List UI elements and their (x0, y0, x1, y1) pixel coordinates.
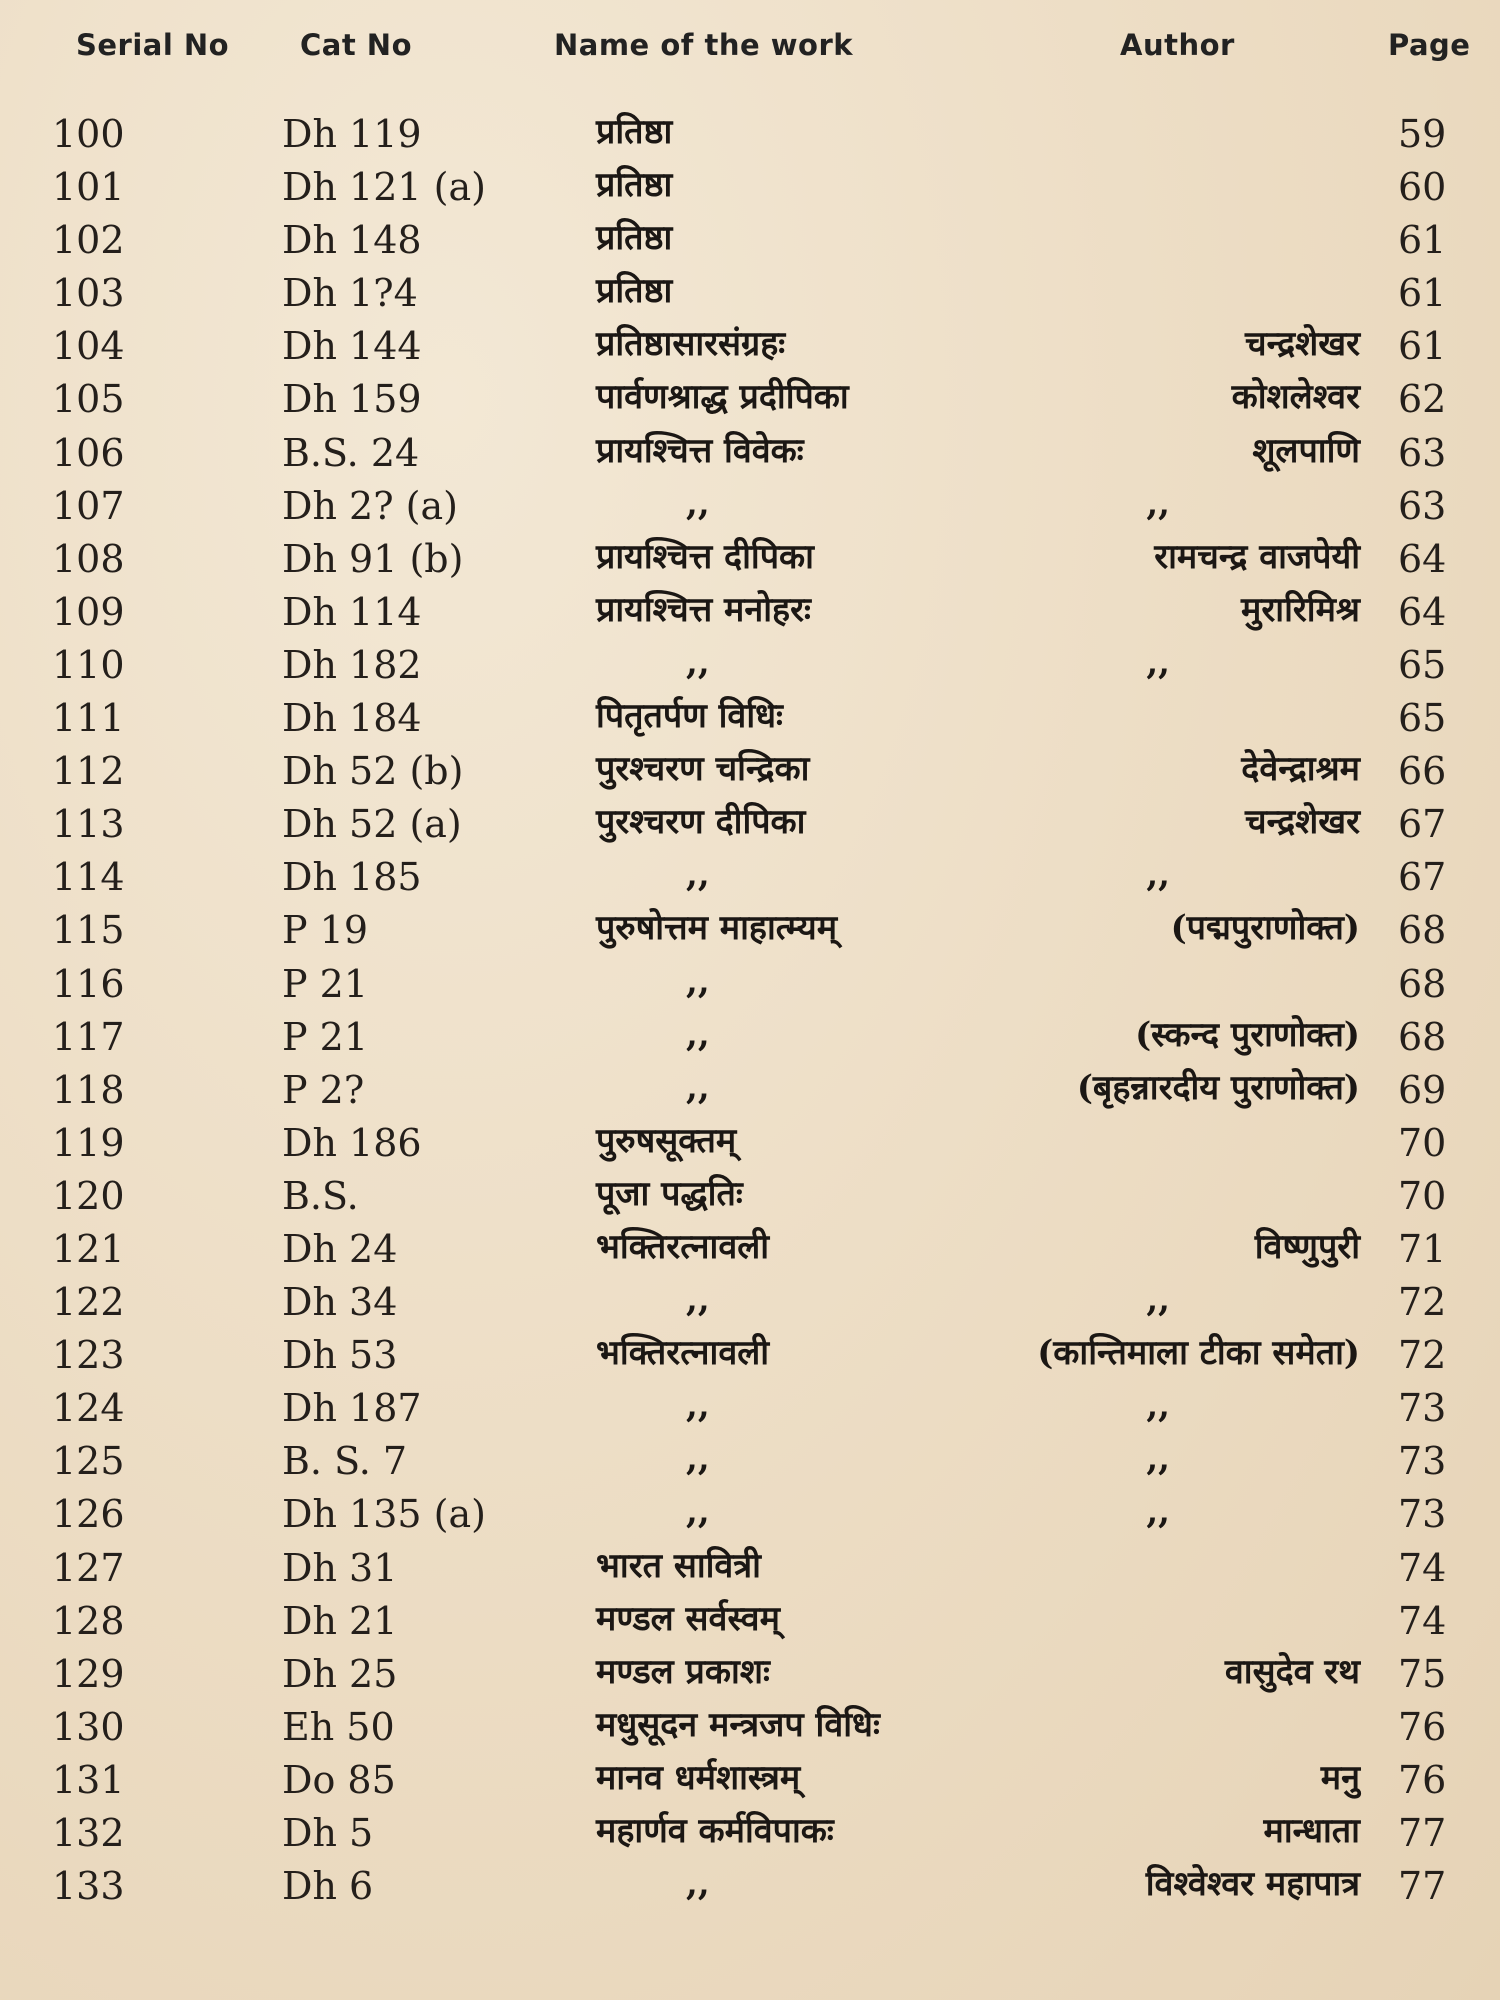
table-row (0, 1280, 1500, 1333)
table-row (0, 165, 1500, 218)
page-cell: 64 (1398, 589, 1447, 634)
serial-no-cell: 121 (52, 1226, 125, 1271)
cat-no-cell: Dh 159 (282, 377, 422, 422)
serial-no-cell: 101 (52, 165, 125, 210)
author-cell: रामचन्द्र वाजपेयी (1154, 536, 1360, 577)
work-name-cell: ,, (686, 1492, 710, 1533)
table-row (0, 1652, 1500, 1705)
page-cell: 70 (1398, 1120, 1447, 1165)
cat-no-cell: Dh 182 (282, 642, 422, 687)
serial-no-cell: 128 (52, 1598, 125, 1643)
page-cell: 72 (1398, 1280, 1447, 1325)
page-cell: 67 (1398, 855, 1447, 900)
page-cell: 65 (1398, 696, 1447, 741)
page-cell: 73 (1398, 1492, 1447, 1537)
cat-no-cell: Dh 186 (282, 1120, 422, 1165)
page-cell: 63 (1398, 430, 1447, 475)
author-cell: मुरारिमिश्र (1241, 589, 1360, 630)
table-row (0, 1386, 1500, 1439)
cat-no-cell: B.S. (282, 1173, 359, 1218)
page-cell: 74 (1398, 1545, 1447, 1590)
serial-no-cell: 113 (52, 802, 125, 847)
cat-no-cell: Dh 31 (282, 1545, 398, 1590)
table-row (0, 749, 1500, 802)
work-name-cell: ,, (686, 1439, 710, 1480)
page-cell: 62 (1398, 377, 1447, 422)
table-row (0, 1068, 1500, 1121)
cat-no-cell: Dh 1?4 (282, 271, 418, 316)
cat-no-cell: Eh 50 (282, 1704, 395, 1749)
cat-no-cell: Dh 114 (282, 589, 422, 634)
cat-no-cell: Dh 187 (282, 1386, 422, 1431)
serial-no-cell: 118 (52, 1067, 125, 1112)
work-name-cell: भारत सावित्री (596, 1545, 761, 1586)
page-cell: 68 (1398, 1014, 1447, 1059)
table-row (0, 1705, 1500, 1758)
table-row (0, 1492, 1500, 1545)
work-name-cell: प्रतिष्ठासारसंग्रहः (596, 324, 786, 365)
catalogue-rows (0, 112, 1500, 1917)
serial-no-cell: 120 (52, 1173, 125, 1218)
serial-no-cell: 102 (52, 218, 125, 263)
cat-no-cell: Dh 6 (282, 1864, 374, 1909)
work-name-cell: प्रतिष्ठा (596, 112, 673, 152)
cat-no-cell: P 2? (282, 1067, 365, 1112)
author-cell: विश्वेश्वर महापात्र (1145, 1864, 1360, 1905)
page-cell: 73 (1398, 1386, 1447, 1431)
table-row (0, 377, 1500, 430)
page-cell: 67 (1398, 802, 1447, 847)
table-row (0, 271, 1500, 324)
table-row (0, 484, 1500, 537)
serial-no-cell: 104 (52, 324, 125, 369)
header-page: Page (1388, 28, 1471, 62)
author-cell: ,, (1146, 483, 1170, 524)
table-row (0, 431, 1500, 484)
page-cell: 68 (1398, 961, 1447, 1006)
table-row (0, 1333, 1500, 1386)
work-name-cell: प्रतिष्ठा (596, 271, 673, 312)
cat-no-cell: Dh 185 (282, 855, 422, 900)
table-row (0, 855, 1500, 908)
page-cell: 72 (1398, 1333, 1447, 1378)
work-name-cell: ,, (686, 1067, 710, 1108)
work-name-cell: प्रायश्चित्त दीपिका (596, 536, 814, 577)
work-name-cell: मानव धर्मशास्त्रम् (596, 1757, 801, 1798)
work-name-cell: भक्तिरत्नावली (596, 1226, 770, 1267)
serial-no-cell: 100 (52, 112, 125, 156)
table-row (0, 696, 1500, 749)
author-cell: ,, (1146, 1492, 1170, 1533)
author-cell: चन्द्रशेखर (1245, 324, 1360, 365)
work-name-cell: ,, (686, 1864, 710, 1905)
work-name-cell: पुरश्चरण दीपिका (596, 802, 806, 843)
work-name-cell: पार्वणश्राद्ध प्रदीपिका (596, 377, 849, 418)
serial-no-cell: 106 (52, 430, 125, 475)
author-cell: ,, (1146, 1386, 1170, 1427)
table-row (0, 537, 1500, 590)
serial-no-cell: 109 (52, 589, 125, 634)
cat-no-cell: Dh 144 (282, 324, 422, 369)
serial-no-cell: 132 (52, 1811, 125, 1855)
cat-no-cell: Dh 2? (a) (282, 483, 458, 528)
author-cell: (कान्तिमाला टीका समेता) (1037, 1333, 1360, 1374)
author-cell: विष्णुपुरी (1254, 1226, 1360, 1267)
page-cell: 75 (1398, 1651, 1447, 1696)
cat-no-cell: Dh 53 (282, 1333, 398, 1378)
table-row (0, 1546, 1500, 1599)
work-name-cell: प्रतिष्ठा (596, 165, 673, 206)
serial-no-cell: 123 (52, 1333, 125, 1378)
table-row (0, 218, 1500, 271)
page-cell: 74 (1398, 1598, 1447, 1643)
page-cell: 76 (1398, 1704, 1447, 1749)
table-row (0, 324, 1500, 377)
author-cell: ,, (1146, 1439, 1170, 1480)
work-name-cell: ,, (686, 961, 710, 1002)
cat-no-cell: Dh 121 (a) (282, 165, 486, 210)
work-name-cell: प्रायश्चित्त मनोहरः (596, 589, 811, 630)
header-serial-no: Serial No (76, 28, 230, 62)
table-row (0, 1227, 1500, 1280)
serial-no-cell: 124 (52, 1386, 125, 1431)
cat-no-cell: Dh 52 (a) (282, 802, 462, 847)
header-cat-no: Cat No (300, 28, 413, 62)
work-name-cell: मण्डल प्रकाशः (596, 1651, 770, 1692)
table-row (0, 908, 1500, 961)
serial-no-cell: 111 (52, 696, 125, 741)
serial-no-cell: 122 (52, 1280, 125, 1325)
header-name-of-work: Name of the work (554, 28, 854, 62)
table-row (0, 1758, 1500, 1811)
cat-no-cell: Dh 52 (b) (282, 749, 464, 794)
serial-no-cell: 126 (52, 1492, 125, 1537)
author-cell: ,, (1146, 642, 1170, 683)
work-name-cell: ,, (686, 1386, 710, 1427)
serial-no-cell: 103 (52, 271, 125, 316)
cat-no-cell: Dh 148 (282, 218, 422, 263)
table-row (0, 962, 1500, 1015)
author-cell: शूलपाणि (1252, 430, 1360, 471)
work-name-cell: प्रायश्चित्त विवेकः (596, 430, 804, 471)
work-name-cell: ,, (686, 483, 710, 524)
cat-no-cell: Dh 34 (282, 1280, 398, 1325)
work-name-cell: पुरश्चरण चन्द्रिका (596, 749, 810, 790)
cat-no-cell: P 21 (282, 1014, 369, 1059)
cat-no-cell: Dh 25 (282, 1651, 398, 1696)
page-cell: 76 (1398, 1757, 1447, 1802)
cat-no-cell: P 19 (282, 908, 369, 953)
serial-no-cell: 115 (52, 908, 125, 953)
serial-no-cell: 130 (52, 1704, 125, 1749)
work-name-cell: प्रतिष्ठा (596, 218, 673, 259)
table-row (0, 1174, 1500, 1227)
work-name-cell: पुरुषसूक्तम् (596, 1120, 737, 1161)
author-cell: (स्कन्द पुराणोक्त) (1135, 1014, 1360, 1055)
work-name-cell: ,, (686, 855, 710, 896)
page-cell: 69 (1398, 1067, 1447, 1112)
serial-no-cell: 131 (52, 1757, 125, 1802)
table-row (0, 112, 1500, 165)
work-name-cell: ,, (686, 642, 710, 683)
work-name-cell: पुरुषोत्तम माहात्म्यम् (596, 908, 838, 949)
work-name-cell: महार्णव कर्मविपाकः (596, 1811, 834, 1851)
cat-no-cell: Do 85 (282, 1757, 396, 1802)
author-cell: (बृहन्नारदीय पुराणोक्त) (1076, 1067, 1360, 1108)
table-row (0, 1599, 1500, 1652)
author-cell: मनु (1320, 1757, 1360, 1798)
header-author: Author (1120, 28, 1235, 62)
author-cell: देवेन्द्राश्रम (1241, 749, 1360, 790)
table-row (0, 1439, 1500, 1492)
author-cell: कोशलेश्वर (1231, 377, 1360, 418)
work-name-cell: पितृतर्पण विधिः (596, 696, 783, 737)
author-cell: ,, (1146, 855, 1170, 896)
cat-no-cell: B. S. 7 (282, 1439, 408, 1484)
cat-no-cell: Dh 21 (282, 1598, 398, 1643)
serial-no-cell: 114 (52, 855, 125, 900)
work-name-cell: ,, (686, 1014, 710, 1055)
serial-no-cell: 107 (52, 483, 125, 528)
page-cell: 73 (1398, 1439, 1447, 1484)
serial-no-cell: 119 (52, 1120, 125, 1165)
work-name-cell: ,, (686, 1280, 710, 1321)
page-cell: 61 (1398, 271, 1447, 316)
cat-no-cell: P 21 (282, 961, 369, 1006)
page-cell: 61 (1398, 218, 1447, 263)
work-name-cell: मण्डल सर्वस्वम् (596, 1598, 780, 1639)
author-cell: (पद्मपुराणोक्त) (1170, 908, 1360, 949)
page-cell: 61 (1398, 324, 1447, 369)
page-cell: 64 (1398, 536, 1447, 581)
table-row (0, 643, 1500, 696)
page-cell: 59 (1398, 112, 1447, 156)
table-header (0, 28, 1500, 78)
serial-no-cell: 108 (52, 536, 125, 581)
table-row (0, 1121, 1500, 1174)
page-cell: 70 (1398, 1173, 1447, 1218)
page-cell: 68 (1398, 908, 1447, 953)
serial-no-cell: 117 (52, 1014, 125, 1059)
serial-no-cell: 129 (52, 1651, 125, 1696)
cat-no-cell: Dh 5 (282, 1811, 374, 1855)
serial-no-cell: 125 (52, 1439, 125, 1484)
serial-no-cell: 116 (52, 961, 125, 1006)
work-name-cell: मधुसूदन मन्त्रजप विधिः (596, 1704, 880, 1745)
page-cell: 63 (1398, 483, 1447, 528)
page-cell: 60 (1398, 165, 1447, 210)
cat-no-cell: Dh 135 (a) (282, 1492, 486, 1537)
work-name-cell: भक्तिरत्नावली (596, 1333, 770, 1374)
cat-no-cell: Dh 24 (282, 1226, 398, 1271)
table-row (0, 802, 1500, 855)
serial-no-cell: 112 (52, 749, 125, 794)
page-cell: 77 (1398, 1864, 1447, 1909)
author-cell: चन्द्रशेखर (1245, 802, 1360, 843)
page-cell: 77 (1398, 1811, 1447, 1855)
cat-no-cell: Dh 184 (282, 696, 422, 741)
table-row (0, 1864, 1500, 1917)
page-cell: 71 (1398, 1226, 1447, 1271)
author-cell: मान्धाता (1263, 1811, 1360, 1851)
work-name-cell: पूजा पद्धतिः (596, 1173, 743, 1214)
serial-no-cell: 110 (52, 642, 125, 687)
page-cell: 66 (1398, 749, 1447, 794)
table-row (0, 1811, 1500, 1864)
cat-no-cell: Dh 119 (282, 112, 422, 156)
table-row (0, 1015, 1500, 1068)
serial-no-cell: 133 (52, 1864, 125, 1909)
table-row (0, 590, 1500, 643)
cat-no-cell: Dh 91 (b) (282, 536, 464, 581)
page-cell: 65 (1398, 642, 1447, 687)
author-cell: ,, (1146, 1280, 1170, 1321)
serial-no-cell: 105 (52, 377, 125, 422)
serial-no-cell: 127 (52, 1545, 125, 1590)
cat-no-cell: B.S. 24 (282, 430, 420, 475)
author-cell: वासुदेव रथ (1224, 1651, 1360, 1692)
